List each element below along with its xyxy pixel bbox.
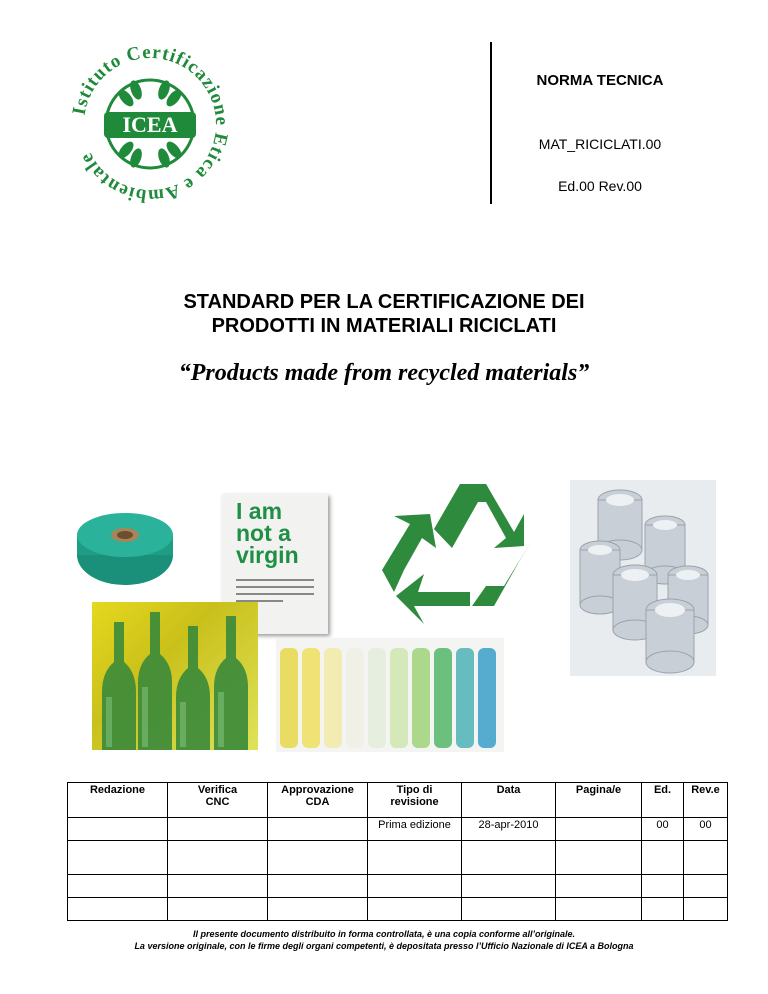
col-header: Approvazione CDA <box>268 783 368 818</box>
table-cell <box>556 898 642 921</box>
table-cell: 00 <box>642 818 684 841</box>
logo-ring-text: Istituto Certificazione Etica e Ambientale <box>68 41 233 207</box>
table-cell <box>168 841 268 875</box>
table-cell <box>556 841 642 875</box>
title-line-2: PRODOTTI IN MATERIALI RICICLATI <box>211 315 557 337</box>
table-cell <box>684 875 728 898</box>
table-cell <box>462 841 556 875</box>
table-cell <box>268 818 368 841</box>
green-glass-bottles-image <box>92 602 258 750</box>
table-cell <box>462 898 556 921</box>
document-code: MAT_RICICLATI.00 <box>538 136 662 152</box>
table-row <box>68 898 728 921</box>
table-cell <box>556 818 642 841</box>
col-header: Data <box>462 783 556 818</box>
logo-center-text: ICEA <box>122 112 178 137</box>
table-cell <box>462 875 556 898</box>
table-cell <box>68 841 168 875</box>
table-row <box>68 875 728 898</box>
table-cell <box>556 875 642 898</box>
poster-line-1: I am <box>236 498 283 524</box>
table-cell: 00 <box>684 818 728 841</box>
table-cell <box>268 898 368 921</box>
table-cell <box>68 818 168 841</box>
document-title <box>0 290 768 338</box>
table-cell <box>68 898 168 921</box>
table-cell <box>368 875 462 898</box>
footer-note <box>0 928 768 952</box>
table-cell <box>168 818 268 841</box>
table-cell <box>68 875 168 898</box>
table-row <box>68 818 728 841</box>
revision-table <box>67 782 728 921</box>
norma-label: NORMA TECNICA <box>536 72 664 89</box>
col-header: Redazione <box>68 783 168 818</box>
table-cell: 28-apr-2010 <box>462 818 556 841</box>
edition-label: Ed.00 Rev.00 <box>558 178 642 194</box>
table-cell <box>642 841 684 875</box>
table-cell <box>642 898 684 921</box>
table-cell <box>268 841 368 875</box>
table-row <box>68 841 728 875</box>
table-cell: Prima edizione <box>368 818 462 841</box>
table-cell <box>684 841 728 875</box>
col-header: Ed. <box>642 783 684 818</box>
table-cell <box>368 841 462 875</box>
table-cell <box>268 875 368 898</box>
col-header: Rev.e <box>684 783 728 818</box>
icea-logo <box>66 40 234 208</box>
recycle-symbol-icon <box>374 474 554 626</box>
title-line-1: STANDARD PER LA CERTIFICAZIONE DEI <box>183 291 585 313</box>
table-cell <box>684 898 728 921</box>
table-cell <box>168 875 268 898</box>
aluminum-cans-image <box>570 480 716 676</box>
col-header: Tipo di revisione <box>368 783 462 818</box>
plastic-bottles-image <box>276 638 504 752</box>
poster-line-3: virgin <box>236 542 299 568</box>
table-cell <box>168 898 268 921</box>
table-header-row <box>68 783 728 818</box>
footer-line-2: La versione originale, con le firme degli organi competenti, è depositata presso l’Ufficio Nazionale di ICEA a Bologna <box>134 941 634 951</box>
poster-line-2: not a <box>236 520 291 546</box>
col-header: Pagina/e <box>556 783 642 818</box>
table-cell <box>642 875 684 898</box>
table-cell <box>368 898 462 921</box>
col-header: Verifica CNC <box>168 783 268 818</box>
document-subtitle: “Products made from recycled materials” <box>178 360 590 386</box>
header-divider <box>490 42 492 204</box>
footer-line-1: Il presente documento distribuito in forma controllata, è una copia conforme all’originale. <box>192 929 576 939</box>
green-tape-roll-image <box>70 500 180 600</box>
